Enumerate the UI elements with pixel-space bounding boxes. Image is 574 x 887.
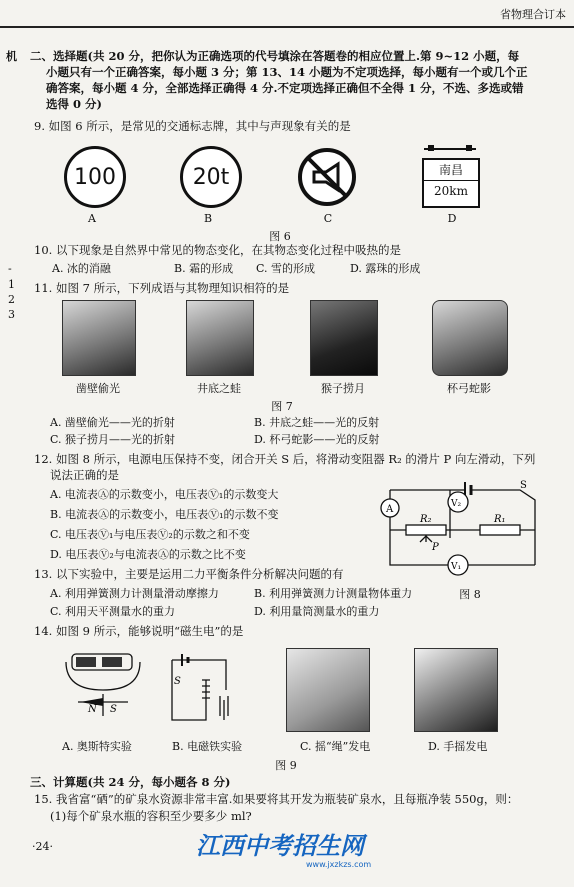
section-heading-line: 二、选择题(共 20 分，把你认为正确选项的代号填涂在答题卷的相应位置上.第 9~12 小题，每 <box>30 49 520 63</box>
site-url: www.jxzkzs.com <box>306 860 372 869</box>
site-logo: 江西中考招生网 <box>196 832 364 860</box>
question-12-stem: 12. 如图 8 所示，电源电压保持不变，闭合开关 S 后，将滑动变阻器 R₂ 的滑片 P 向左滑动，下列 <box>34 452 536 466</box>
option: D. 杯弓蛇影——光的反射 <box>254 433 380 446</box>
option: D. 利用量筒测量水的重力 <box>254 605 380 618</box>
option-label: A. 奥斯特实验 <box>62 740 132 753</box>
photo-caption: 杯弓蛇影 <box>447 382 491 395</box>
question-15-part1: (1)每个矿泉水瓶的容积至少要多少 ml? <box>50 809 252 823</box>
option: C. 雪的形成 <box>256 262 316 275</box>
idiom-photo <box>310 300 378 376</box>
no-honking-sign <box>296 146 358 208</box>
idiom-photo <box>432 300 508 376</box>
svg-text:S: S <box>174 676 181 687</box>
option-label: A <box>88 212 96 225</box>
section-heading-line: 小题只有一个正确答案，每小题 3 分；第 13、14 小题为不定项选择，每小题有一个或几个正 <box>46 65 528 79</box>
idiom-photo <box>62 300 136 376</box>
circuit-diagram <box>370 470 555 580</box>
svg-text:V₂: V₂ <box>451 499 462 509</box>
option: B. 井底之蛙——光的反射 <box>254 416 380 429</box>
header-title: 省物理合订本 <box>500 8 566 21</box>
weight-limit-sign: 20t <box>180 146 242 208</box>
question-14-stem: 14. 如图 9 所示，能够说明“磁生电”的是 <box>34 624 244 638</box>
margin-mark: 机 <box>6 50 17 63</box>
header-rule <box>0 26 574 28</box>
photo-caption: 猴子捞月 <box>321 382 365 395</box>
section-heading-line: 选得 0 分) <box>46 97 102 111</box>
no-horn-icon <box>296 146 358 208</box>
option: B. 电流表Ⓐ的示数变小，电压表Ⓥ₁的示数不变 <box>50 508 279 521</box>
figure-caption: 图 9 <box>275 759 297 772</box>
svg-text:A: A <box>386 504 394 515</box>
section-heading: 三、计算题(共 24 分，每小题各 8 分) <box>30 775 231 789</box>
option-label: C <box>323 212 333 225</box>
photo-caption: 井底之蛙 <box>197 382 241 395</box>
question-11-stem: 11. 如图 7 所示，下列成语与其物理知识相符的是 <box>34 281 290 295</box>
option-label: B. 电磁铁实验 <box>172 740 243 753</box>
svg-text:R₂: R₂ <box>420 514 432 525</box>
option: A. 冰的消融 <box>52 262 111 275</box>
option: C. 利用天平测量水的重力 <box>50 605 176 618</box>
option-label: B <box>203 212 213 225</box>
photo-caption: 凿壁偷光 <box>76 382 120 395</box>
svg-text:R₁: R₁ <box>494 514 506 525</box>
question-13-stem: 13. 以下实验中，主要是运用二力平衡条件分析解决问题的有 <box>34 567 344 581</box>
sign-city: 南昌 <box>438 163 463 177</box>
svg-text:S: S <box>520 480 527 491</box>
speed-limit-sign: 100 <box>64 146 126 208</box>
idiom-photo <box>186 300 254 376</box>
figure-caption: 图 8 <box>459 588 481 601</box>
margin-mark: 2 <box>8 293 15 306</box>
option: A. 利用弹簧测力计测量滑动摩擦力 <box>50 587 219 600</box>
option: C. 猴子捞月——光的折射 <box>50 433 176 446</box>
figure-caption: 图 6 <box>269 230 291 243</box>
sign-distance: 20km <box>424 180 478 201</box>
section-heading-line: 确答案，每小题 4 分，全部选择正确得 4 分.不定项选择正确但不全得 1 分，不选、多选或错 <box>46 81 524 95</box>
distance-sign <box>418 148 482 212</box>
figure-caption: 图 7 <box>271 400 293 413</box>
margin-mark: 3 <box>8 308 15 321</box>
svg-text:S: S <box>110 704 117 715</box>
question-12-stem: 说法正确的是 <box>50 468 119 482</box>
option: C. 电压表Ⓥ₁与电压表Ⓥ₂的示数之和不变 <box>50 528 250 541</box>
option: B. 利用弹簧测力计测量物体重力 <box>254 587 413 600</box>
option-label: D <box>447 212 457 225</box>
svg-text:V₁: V₁ <box>451 562 462 572</box>
margin-mark: - <box>8 262 12 275</box>
option: A. 凿壁偷光——光的折射 <box>50 416 175 429</box>
option: B. 霜的形成 <box>174 262 234 275</box>
margin-mark: 1 <box>8 278 15 291</box>
question-9-stem: 9. 如图 6 所示，是常见的交通标志牌，其中与声现象有关的是 <box>34 119 351 133</box>
svg-text:N: N <box>88 704 97 715</box>
option: D. 电压表Ⓥ₂与电流表Ⓐ的示数之比不变 <box>50 548 246 561</box>
electromagnet-apparatus <box>166 650 246 730</box>
page-number: ·24· <box>32 840 53 853</box>
question-10-stem: 10. 以下现象是自然界中常见的物态变化，在其物态变化过程中吸热的是 <box>34 243 401 257</box>
hand-generator-photo <box>414 648 498 732</box>
option: D. 露珠的形成 <box>350 262 421 275</box>
option-label: C. 摇“绳”发电 <box>300 740 371 753</box>
option: A. 电流表Ⓐ的示数变小，电压表Ⓥ₁的示数变大 <box>50 488 279 501</box>
option-label: D. 手摇发电 <box>428 740 488 753</box>
oersted-apparatus <box>58 650 148 730</box>
svg-text:P: P <box>432 542 439 553</box>
rope-generator-photo <box>286 648 370 732</box>
question-15-stem: 15. 我省富“硒”的矿泉水资源非常丰富.如果要将其开发为瓶装矿泉水，且每瓶净装 550g，则： <box>34 792 519 806</box>
